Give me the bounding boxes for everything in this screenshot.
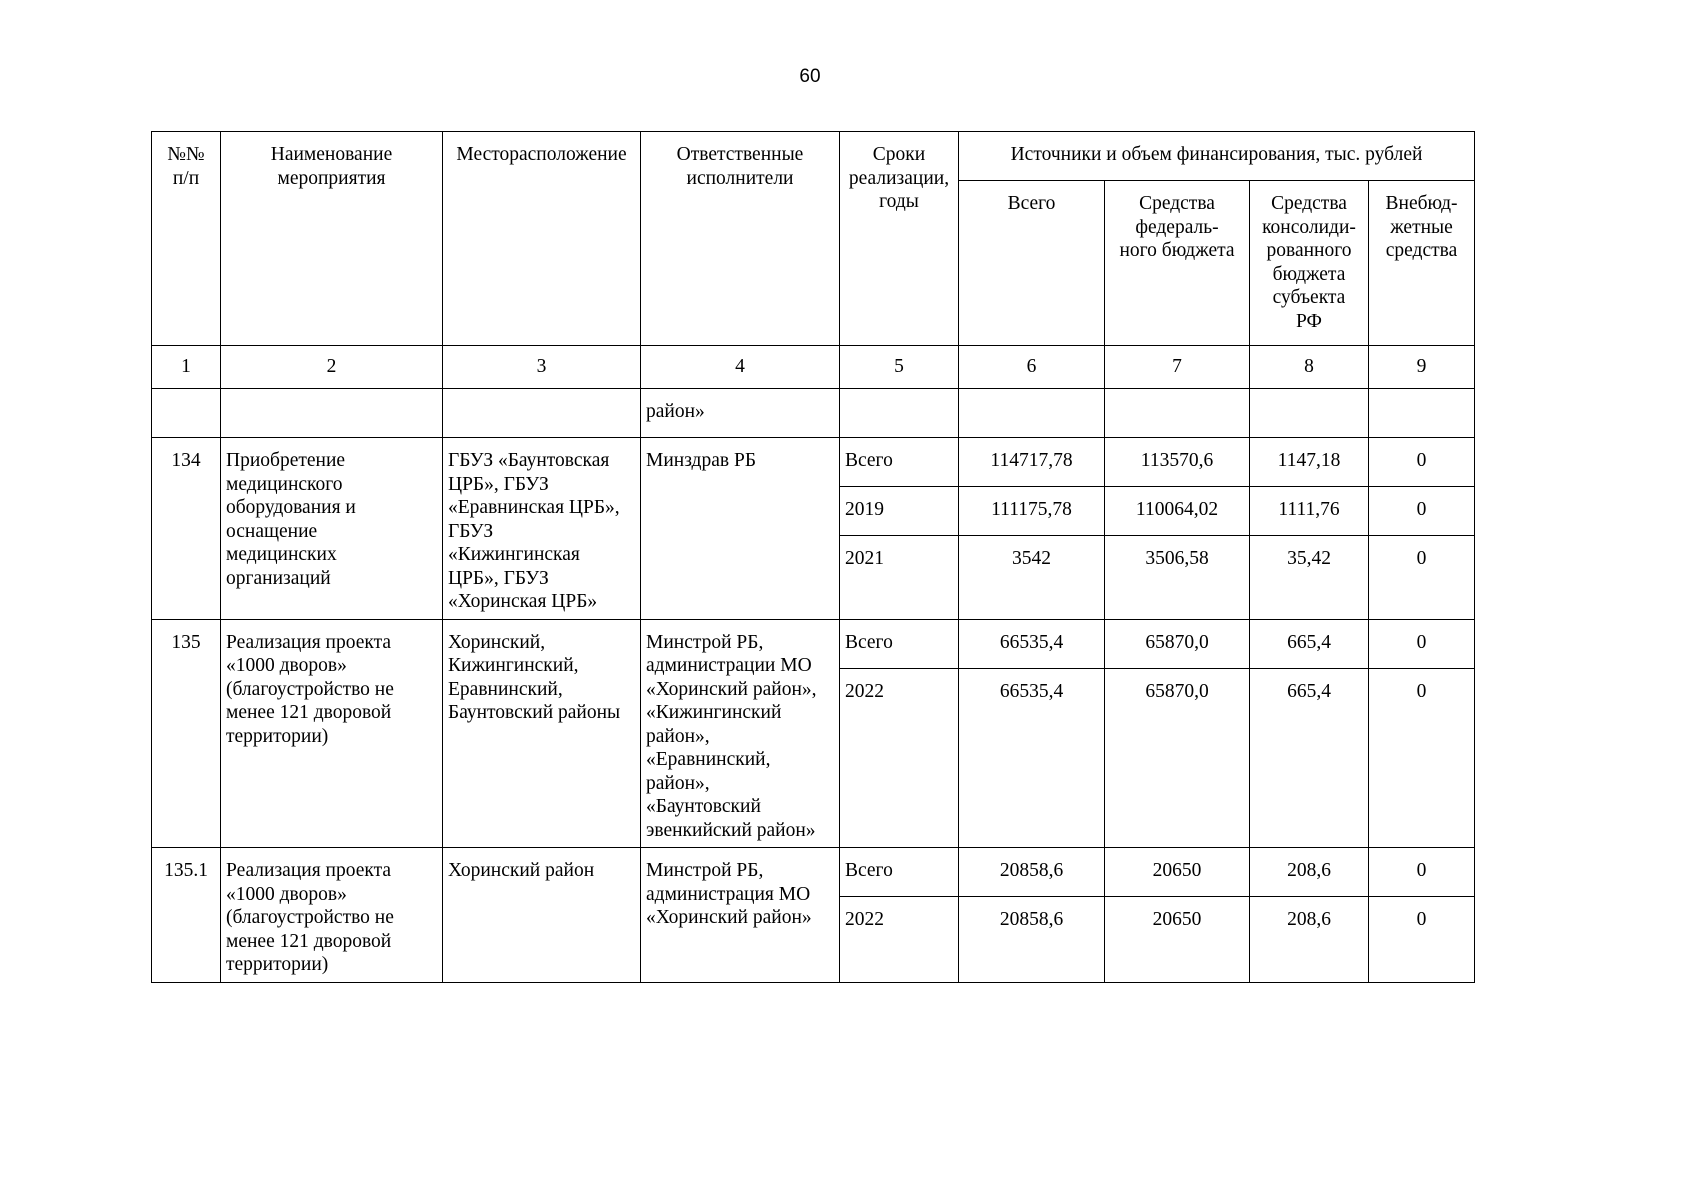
table-row-135 bbox=[152, 619, 1475, 668]
column-number: 1 bbox=[152, 346, 221, 389]
financing-table bbox=[151, 131, 1475, 983]
row-location: ГБУЗ «Баунтовская ЦРБ», ГБУЗ «Еравнинская ЦРБ», ГБУЗ «Кижингинская ЦРБ», ГБУЗ «Хоринская ЦРБ» bbox=[443, 438, 641, 620]
column-number: 6 bbox=[959, 346, 1105, 389]
table-row-135-1 bbox=[152, 848, 1475, 897]
row-extra: 0 bbox=[1369, 487, 1475, 536]
row-responsible: Минстрой РБ, администрация МО «Хоринский район» bbox=[641, 848, 840, 983]
row-federal: 3506,58 bbox=[1105, 536, 1250, 620]
header-federal: Средства федераль- ного бюджета bbox=[1105, 181, 1250, 346]
row-regional: 35,42 bbox=[1250, 536, 1369, 620]
row-total: 66535,4 bbox=[959, 668, 1105, 848]
row-total: 20858,6 bbox=[959, 897, 1105, 983]
row-responsible: Минздрав РБ bbox=[641, 438, 840, 620]
row-location: Хоринский, Кижингинский, Еравнинский, Баунтовский районы bbox=[443, 619, 641, 848]
column-numbers-row bbox=[152, 346, 1475, 389]
row-federal: 113570,6 bbox=[1105, 438, 1250, 487]
row-year: Всего bbox=[840, 438, 959, 487]
row-year: 2022 bbox=[840, 897, 959, 983]
column-number: 4 bbox=[641, 346, 840, 389]
page-number: 60 bbox=[799, 66, 821, 87]
row-federal: 20650 bbox=[1105, 848, 1250, 897]
row-federal: 110064,02 bbox=[1105, 487, 1250, 536]
row-name: Приобретение медицинского оборудования и оснащение медицинских организаций bbox=[221, 438, 443, 620]
header-responsible: Ответственные исполнители bbox=[641, 132, 840, 346]
header-extra: Внебюд- жетные средства bbox=[1369, 181, 1475, 346]
header-row-top bbox=[152, 132, 1475, 181]
row-total: 66535,4 bbox=[959, 619, 1105, 668]
header-name: Наименование мероприятия bbox=[221, 132, 443, 346]
row-extra: 0 bbox=[1369, 668, 1475, 848]
row-extra: 0 bbox=[1369, 536, 1475, 620]
row-extra: 0 bbox=[1369, 848, 1475, 897]
row-federal: 65870,0 bbox=[1105, 668, 1250, 848]
row-name: Реализация проекта «1000 дворов» (благоустройство не менее 121 дворовой территории) bbox=[221, 848, 443, 983]
row-location: Хоринский район bbox=[443, 848, 641, 983]
row-number: 134 bbox=[152, 438, 221, 620]
header-funding-group: Источники и объем финансирования, тыс. рублей bbox=[959, 132, 1475, 181]
column-number: 5 bbox=[840, 346, 959, 389]
row-total: 3542 bbox=[959, 536, 1105, 620]
row-regional: 208,6 bbox=[1250, 897, 1369, 983]
row-year: Всего bbox=[840, 848, 959, 897]
row-year: Всего bbox=[840, 619, 959, 668]
row-total: 20858,6 bbox=[959, 848, 1105, 897]
header-location: Месторасположение bbox=[443, 132, 641, 346]
row-total: 111175,78 bbox=[959, 487, 1105, 536]
row-regional: 1147,18 bbox=[1250, 438, 1369, 487]
row-federal: 65870,0 bbox=[1105, 619, 1250, 668]
row-extra: 0 bbox=[1369, 897, 1475, 983]
row-name: Реализация проекта «1000 дворов» (благоустройство не менее 121 дворовой территории) bbox=[221, 619, 443, 848]
row-extra: 0 bbox=[1369, 619, 1475, 668]
header-num: №№ п/п bbox=[152, 132, 221, 346]
column-number: 8 bbox=[1250, 346, 1369, 389]
row-regional: 665,4 bbox=[1250, 668, 1369, 848]
row-total: 114717,78 bbox=[959, 438, 1105, 487]
row-regional: 665,4 bbox=[1250, 619, 1369, 668]
row-federal: 20650 bbox=[1105, 897, 1250, 983]
table-row-134 bbox=[152, 438, 1475, 487]
header-terms: Сроки реализации, годы bbox=[840, 132, 959, 346]
row-extra: 0 bbox=[1369, 438, 1475, 487]
continuation-text: район» bbox=[641, 389, 840, 438]
row-regional: 208,6 bbox=[1250, 848, 1369, 897]
header-total: Всего bbox=[959, 181, 1105, 346]
header-regional: Средства консолиди- рованного бюджета субъекта РФ bbox=[1250, 181, 1369, 346]
row-year: 2021 bbox=[840, 536, 959, 620]
row-year: 2022 bbox=[840, 668, 959, 848]
column-number: 3 bbox=[443, 346, 641, 389]
row-regional: 1111,76 bbox=[1250, 487, 1369, 536]
row-number: 135.1 bbox=[152, 848, 221, 983]
column-number: 7 bbox=[1105, 346, 1250, 389]
column-number: 9 bbox=[1369, 346, 1475, 389]
column-number: 2 bbox=[221, 346, 443, 389]
continuation-row bbox=[152, 389, 1475, 438]
row-year: 2019 bbox=[840, 487, 959, 536]
row-number: 135 bbox=[152, 619, 221, 848]
row-responsible: Минстрой РБ, администрации МО «Хоринский район», «Кижингинский район», «Еравнинский, район», «Баунтовский эвенкийский район» bbox=[641, 619, 840, 848]
